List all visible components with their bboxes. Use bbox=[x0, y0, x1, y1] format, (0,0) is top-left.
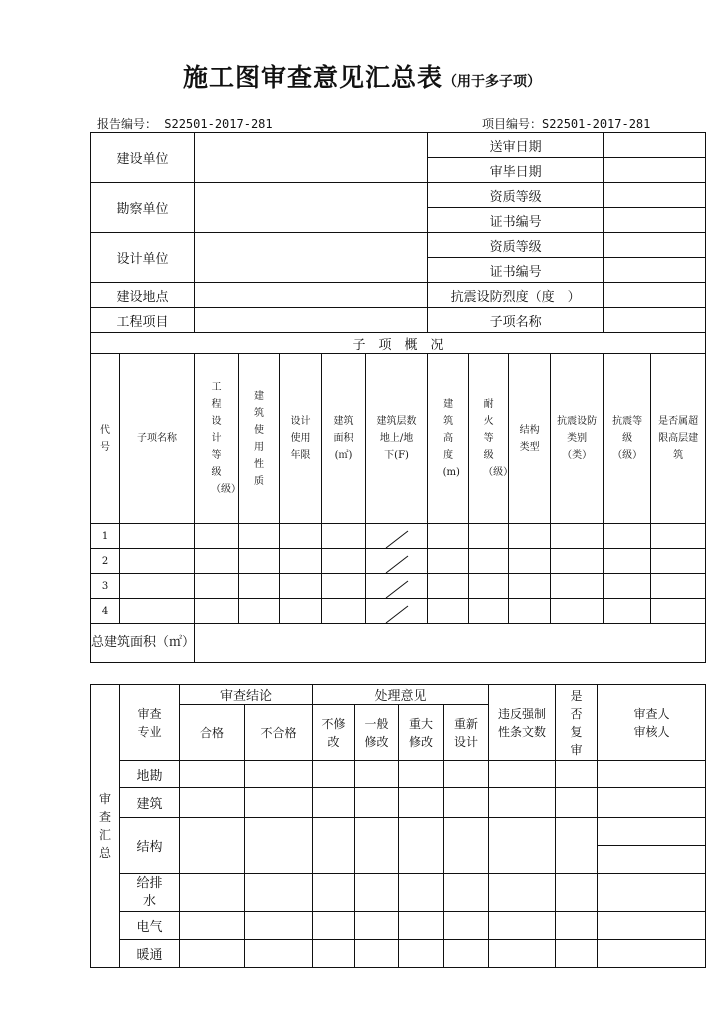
col-structure-text: 结构类型 bbox=[519, 424, 540, 453]
col-use bbox=[239, 354, 280, 524]
slash-mark bbox=[366, 599, 428, 629]
handling-header: 处理意见 bbox=[313, 685, 489, 705]
row-code: 3 bbox=[91, 574, 120, 599]
qual-grade-value-2[interactable] bbox=[604, 233, 706, 258]
discipline-label: 暖通 bbox=[120, 940, 180, 968]
col-code-text: 代号 bbox=[100, 424, 110, 453]
qual-grade-value-1[interactable] bbox=[604, 183, 706, 208]
qual-grade-label-1: 资质等级 bbox=[428, 183, 604, 208]
col-fire-text: 耐火等级（级） bbox=[483, 399, 514, 478]
cert-no-value-1[interactable] bbox=[604, 208, 706, 233]
finish-date-label: 审毕日期 bbox=[428, 158, 604, 183]
report-number bbox=[97, 115, 273, 132]
table-row bbox=[91, 761, 706, 788]
floors-cell[interactable] bbox=[366, 574, 428, 599]
report-value: S22501-2017-281 bbox=[164, 117, 273, 131]
col-seismic-grade-text: 抗震等级（级） bbox=[612, 416, 643, 461]
project-label: 工程项目 bbox=[91, 308, 195, 333]
seismic-label: 抗震设防烈度（度 ） bbox=[428, 283, 604, 308]
redesign-text: 重新设计 bbox=[454, 716, 479, 749]
project-value: S22501-2017-281 bbox=[542, 117, 651, 131]
overview-header: 子 项 概 况 bbox=[91, 333, 706, 354]
col-structure bbox=[509, 354, 551, 524]
reviewer-split-bottom[interactable] bbox=[598, 846, 705, 873]
reviewer-header bbox=[598, 685, 706, 761]
col-code bbox=[91, 354, 120, 524]
minor-header bbox=[355, 705, 399, 761]
col-seismic-cat-text: 抗震设防类别（类） bbox=[557, 416, 598, 461]
pass-header: 合格 bbox=[180, 705, 245, 761]
project-value[interactable] bbox=[195, 308, 428, 333]
table-row bbox=[91, 524, 706, 549]
speciality-header-text: 审查专业 bbox=[137, 706, 162, 739]
floors-cell[interactable] bbox=[366, 549, 428, 574]
major-header bbox=[399, 705, 444, 761]
reviewer-split-top[interactable] bbox=[598, 818, 705, 846]
survey-unit-value[interactable] bbox=[195, 183, 428, 233]
table-row bbox=[91, 940, 706, 968]
review-group-label bbox=[91, 685, 120, 968]
review-summary-table bbox=[90, 684, 706, 968]
table-row bbox=[91, 874, 706, 912]
design-unit-value[interactable] bbox=[195, 233, 428, 283]
discipline-label: 电气 bbox=[120, 912, 180, 940]
cert-no-label-1: 证书编号 bbox=[428, 208, 604, 233]
fail-header: 不合格 bbox=[245, 705, 313, 761]
total-area-label: 总建筑面积（㎡） bbox=[91, 624, 195, 663]
no-change-header bbox=[313, 705, 355, 761]
recheck-header-text: 是否复审 bbox=[570, 688, 583, 757]
col-fire bbox=[469, 354, 514, 524]
col-seismic-grade bbox=[604, 354, 651, 524]
violation-header bbox=[489, 685, 556, 761]
reviewer-split-cell[interactable] bbox=[598, 818, 706, 874]
finish-date-value[interactable] bbox=[604, 158, 706, 183]
col-area-text: 建筑面积(㎡) bbox=[333, 416, 354, 461]
row-code: 2 bbox=[91, 549, 120, 574]
floors-cell[interactable] bbox=[366, 599, 428, 624]
col-life-text: 设计使用年限 bbox=[290, 416, 311, 461]
table-row bbox=[91, 549, 706, 574]
construction-unit-label: 建设单位 bbox=[91, 133, 195, 183]
redesign-header bbox=[444, 705, 489, 761]
survey-unit-label: 勘察单位 bbox=[91, 183, 195, 233]
col-highrise bbox=[651, 354, 706, 524]
violation-header-text: 违反强制性条文数 bbox=[498, 706, 547, 739]
total-area-value[interactable] bbox=[195, 624, 706, 663]
col-highrise-text: 是否属超限高层建筑 bbox=[658, 416, 699, 461]
cert-no-label-2: 证书编号 bbox=[428, 258, 604, 283]
minor-text: 一般修改 bbox=[364, 716, 389, 749]
speciality-header bbox=[120, 685, 180, 761]
review-group-text: 审查汇总 bbox=[98, 792, 111, 860]
info-table bbox=[90, 132, 706, 663]
col-height bbox=[428, 354, 469, 524]
col-height-text: 建筑高度(m) bbox=[442, 399, 460, 478]
col-design-grade bbox=[195, 354, 242, 524]
col-name: 子项名称 bbox=[120, 354, 195, 524]
cert-no-value-2[interactable] bbox=[604, 258, 706, 283]
qual-grade-label-2: 资质等级 bbox=[428, 233, 604, 258]
title-main: 施工图审查意见汇总表 bbox=[182, 63, 443, 92]
col-area bbox=[322, 354, 366, 524]
sub-name-label: 子项名称 bbox=[428, 308, 604, 333]
design-unit-label: 设计单位 bbox=[91, 233, 195, 283]
title-sub: （用于多子项） bbox=[443, 74, 541, 90]
conclusion-header: 审查结论 bbox=[180, 685, 313, 705]
recheck-header bbox=[556, 685, 598, 761]
floors-cell[interactable] bbox=[366, 524, 428, 549]
major-text: 重大修改 bbox=[409, 716, 434, 749]
no-change-text: 不修改 bbox=[321, 716, 346, 749]
discipline-label: 地勘 bbox=[120, 761, 180, 788]
sub-name-value[interactable] bbox=[604, 308, 706, 333]
col-design-grade-text: 工程设计等级（级） bbox=[211, 382, 242, 495]
discipline-label-text: 给排水 bbox=[136, 875, 163, 909]
project-number bbox=[482, 115, 650, 132]
site-value[interactable] bbox=[195, 283, 428, 308]
table-row bbox=[91, 574, 706, 599]
report-label: 报告编号： bbox=[97, 117, 158, 131]
table-row bbox=[91, 912, 706, 940]
table-row bbox=[91, 818, 706, 874]
reviewer-header-text: 审查人审核人 bbox=[633, 706, 670, 739]
row-code: 4 bbox=[91, 599, 120, 624]
table-row bbox=[91, 599, 706, 624]
construction-unit-value[interactable] bbox=[195, 133, 428, 183]
discipline-label: 结构 bbox=[120, 818, 180, 874]
submit-date-label: 送审日期 bbox=[428, 133, 604, 158]
col-life bbox=[280, 354, 322, 524]
document-title bbox=[0, 58, 724, 94]
discipline-label: 建筑 bbox=[120, 788, 180, 818]
col-floors-text: 建筑层数地上/地下(F) bbox=[376, 416, 417, 461]
row-code: 1 bbox=[91, 524, 120, 549]
project-label: 项目编号： bbox=[482, 117, 543, 131]
col-seismic-cat bbox=[551, 354, 604, 524]
site-label: 建设地点 bbox=[91, 283, 195, 308]
submit-date-value[interactable] bbox=[604, 133, 706, 158]
col-floors bbox=[366, 354, 428, 524]
col-use-text: 建筑使用性质 bbox=[254, 390, 265, 487]
discipline-label bbox=[120, 874, 180, 912]
table-row bbox=[91, 788, 706, 818]
seismic-value[interactable] bbox=[604, 283, 706, 308]
